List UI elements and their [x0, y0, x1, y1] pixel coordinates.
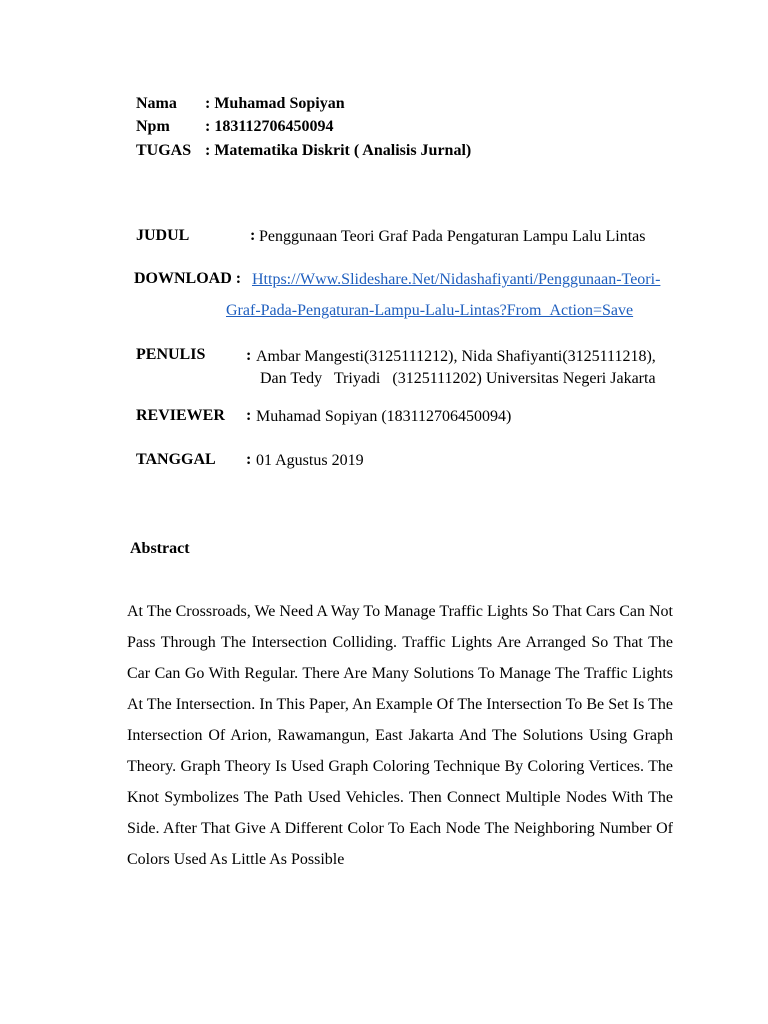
judul-colon: : [250, 227, 256, 244]
penulis-colon: : [246, 347, 252, 364]
judul-label: JUDUL [136, 227, 190, 244]
reviewer-colon: : [246, 407, 252, 424]
reviewer-label: REVIEWER [136, 407, 225, 424]
abstract-title: Abstract [130, 540, 190, 557]
npm-value: : 183112706450094 [205, 118, 334, 135]
nama-label: Nama [136, 95, 177, 112]
tanggal-value: 01 Agustus 2019 [256, 452, 364, 469]
tugas-value: : Matematika Diskrit ( Analisis Jurnal) [205, 142, 472, 159]
penulis-label: PENULIS [136, 346, 206, 363]
download-label: DOWNLOAD : [134, 270, 242, 287]
reviewer-value: Muhamad Sopiyan (183112706450094) [256, 408, 512, 425]
download-link-line1[interactable]: Https://Www.Slideshare.Net/Nidashafiyanti/Penggunaan-Teori- [252, 271, 661, 288]
tugas-label: TUGAS [136, 142, 192, 159]
nama-value: : Muhamad Sopiyan [205, 95, 345, 112]
tanggal-colon: : [246, 451, 252, 468]
penulis-line2: Dan Tedy Triyadi (3125111202) Universitas Negeri Jakarta [260, 370, 656, 387]
tanggal-label: TANGGAL [136, 451, 216, 468]
download-link-line2[interactable]: Graf-Pada-Pengaturan-Lampu-Lalu-Lintas?From_Action=Save [226, 302, 634, 319]
abstract-body: At The Crossroads, We Need A Way To Manage Traffic Lights So That Cars Can Not Pass Through The Intersection Colliding. Traffic Lights Are Arranged So That The Car Can Go With Regular. There Are Many Solutions To Manage The Traffic Lights At The Intersection. In This Paper, An Example Of The Intersection To Be Set Is The Intersection Of Arion, Rawamangun, East Jakarta And The Solutions Using Graph Theory. Graph Theory Is Used Graph Coloring Technique By Coloring Vertices. The Knot Symbolizes The Path Used Vehicles. Then Connect Multiple Nodes With The Side. After That Give A Different Color To Each Node The Neighboring Number Of Colors Used As Little As Possible [127, 603, 673, 868]
penulis-line1: Ambar Mangesti(3125111212), Nida Shafiyanti(3125111218), [256, 348, 656, 365]
judul-value: Penggunaan Teori Graf Pada Pengaturan Lampu Lalu Lintas [259, 228, 646, 245]
npm-label: Npm [136, 118, 170, 135]
